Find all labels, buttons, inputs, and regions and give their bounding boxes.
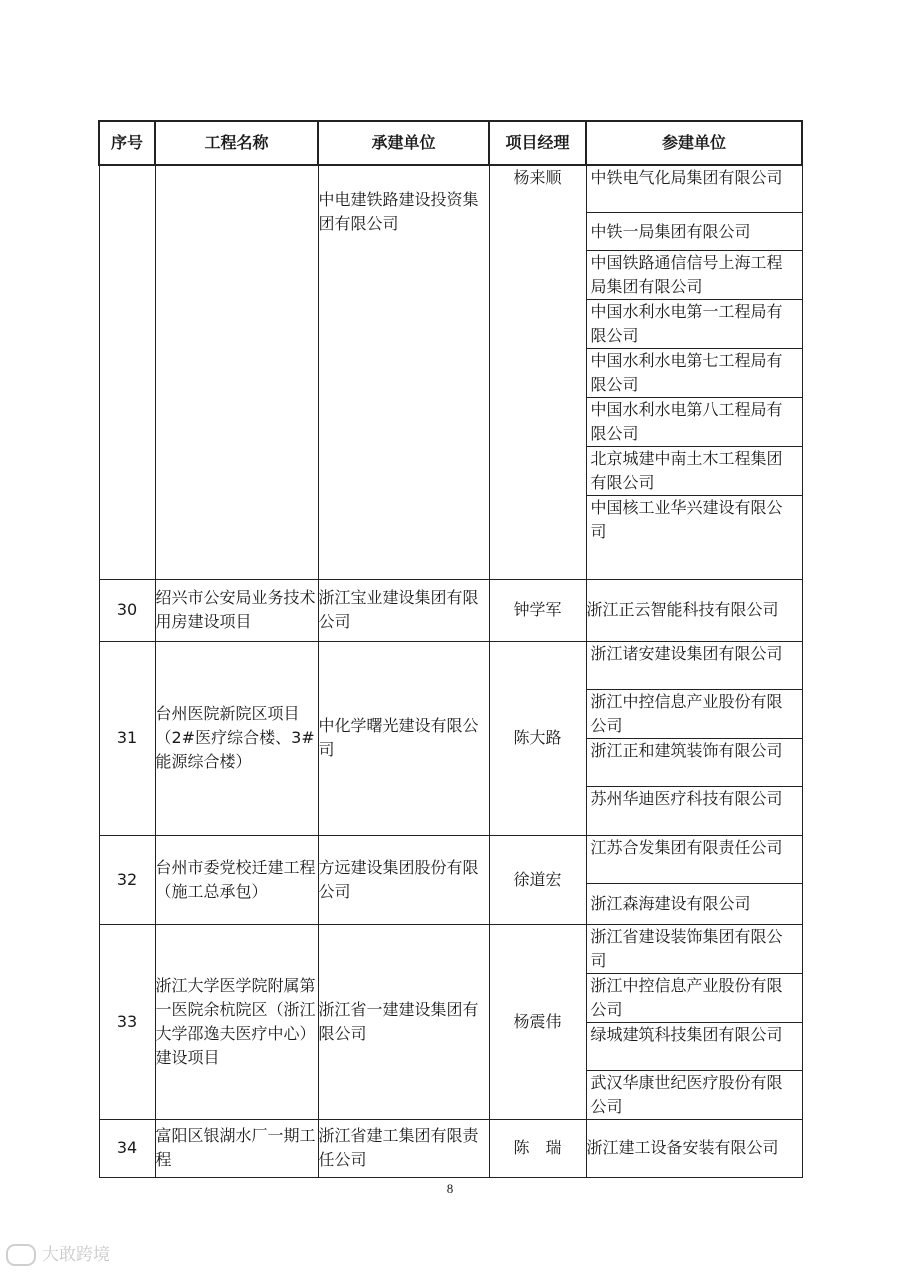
table-row: [99, 165, 802, 579]
row-contractor: 浙江省建工集团有限责任公司: [318, 1119, 489, 1177]
participant: 中国水利水电第七工程局有限公司: [587, 349, 802, 398]
participant: 中国铁路通信信号上海工程局集团有限公司: [587, 251, 802, 300]
row-project-name: 台州市委党校迁建工程（施工总承包）: [155, 835, 318, 924]
row-contractor: 中电建铁路建设投资集团有限公司: [318, 165, 489, 579]
participant: 绿城建筑科技集团有限公司: [587, 1023, 802, 1071]
row-project-name: 富阳区银湖水厂一期工程: [155, 1119, 318, 1177]
participant: 浙江正和建筑装饰有限公司: [587, 739, 802, 787]
table-row: [99, 579, 802, 641]
row-no: 33: [99, 924, 155, 1119]
row-manager: 杨震伟: [489, 924, 586, 1119]
participant: 浙江中控信息产业股份有限公司: [587, 974, 802, 1023]
row-no: 32: [99, 835, 155, 924]
row-no: 30: [99, 579, 155, 641]
participant: 苏州华迪医疗科技有限公司: [590, 788, 783, 808]
row-participants: [586, 641, 802, 835]
header-participants: 参建单位: [586, 121, 802, 165]
row-manager: 钟学军: [489, 579, 586, 641]
row-manager: 杨来顺: [489, 165, 586, 579]
row-manager: 陈大路: [489, 641, 586, 835]
table-row: [99, 1119, 802, 1177]
project-table: [98, 120, 803, 1178]
table-row: [99, 924, 802, 1119]
row-manager: 陈 瑞: [489, 1119, 586, 1177]
table-row: [99, 641, 802, 835]
participant: 浙江省建设装饰集团有限公司: [587, 925, 802, 974]
table-header-row: [99, 121, 802, 165]
watermark-text: 大敢跨境: [42, 1245, 110, 1265]
header-manager: 项目经理: [489, 121, 586, 165]
participant: 浙江正云智能科技有限公司: [586, 579, 802, 641]
participant: 中铁电气化局集团有限公司: [587, 166, 802, 213]
participant: 江苏合发集团有限责任公司: [587, 836, 802, 884]
header-no: 序号: [99, 121, 155, 165]
row-contractor: 浙江宝业建设集团有限公司: [318, 579, 489, 641]
participant: 北京城建中南土木工程集团有限公司: [587, 447, 802, 496]
row-participants: [586, 165, 802, 579]
header-contractor: 承建单位: [318, 121, 489, 165]
row-no: [99, 165, 155, 579]
table-row: [99, 835, 802, 924]
row-project-name: [155, 165, 318, 579]
participant: 中铁一局集团有限公司: [587, 213, 802, 251]
header-project-name: 工程名称: [155, 121, 318, 165]
page-number: 8: [446, 1181, 454, 1196]
participant: 中国水利水电第八工程局有限公司: [587, 398, 802, 447]
row-participants: [586, 924, 802, 1119]
participant: 中国核工业华兴建设有限公司: [590, 498, 783, 541]
row-no: 31: [99, 641, 155, 835]
row-project-name: 绍兴市公安局业务技术用房建设项目: [155, 579, 318, 641]
participant: 浙江森海建设有限公司: [590, 893, 751, 913]
row-contractor: 方远建设集团股份有限公司: [318, 835, 489, 924]
participant: 浙江中控信息产业股份有限公司: [587, 690, 802, 739]
row-no: 34: [99, 1119, 155, 1177]
row-project-name: 浙江大学医学院附属第一医院余杭院区（浙江大学邵逸夫医疗中心）建设项目: [155, 924, 318, 1119]
row-participants: [586, 835, 802, 924]
row-project-name: 台州医院新院区项目（2#医疗综合楼、3#能源综合楼）: [155, 641, 318, 835]
row-contractor: 中化学曙光建设有限公司: [318, 641, 489, 835]
row-manager: 徐道宏: [489, 835, 586, 924]
row-contractor: 浙江省一建建设集团有限公司: [318, 924, 489, 1119]
participant: 武汉华康世纪医疗股份有限公司: [590, 1072, 783, 1116]
watermark: [6, 1240, 110, 1266]
watermark-logo-icon: [6, 1244, 36, 1266]
participant: 浙江诸安建设集团有限公司: [587, 642, 802, 690]
participant: 浙江建工设备安装有限公司: [586, 1119, 802, 1177]
participant: 中国水利水电第一工程局有限公司: [587, 300, 802, 349]
